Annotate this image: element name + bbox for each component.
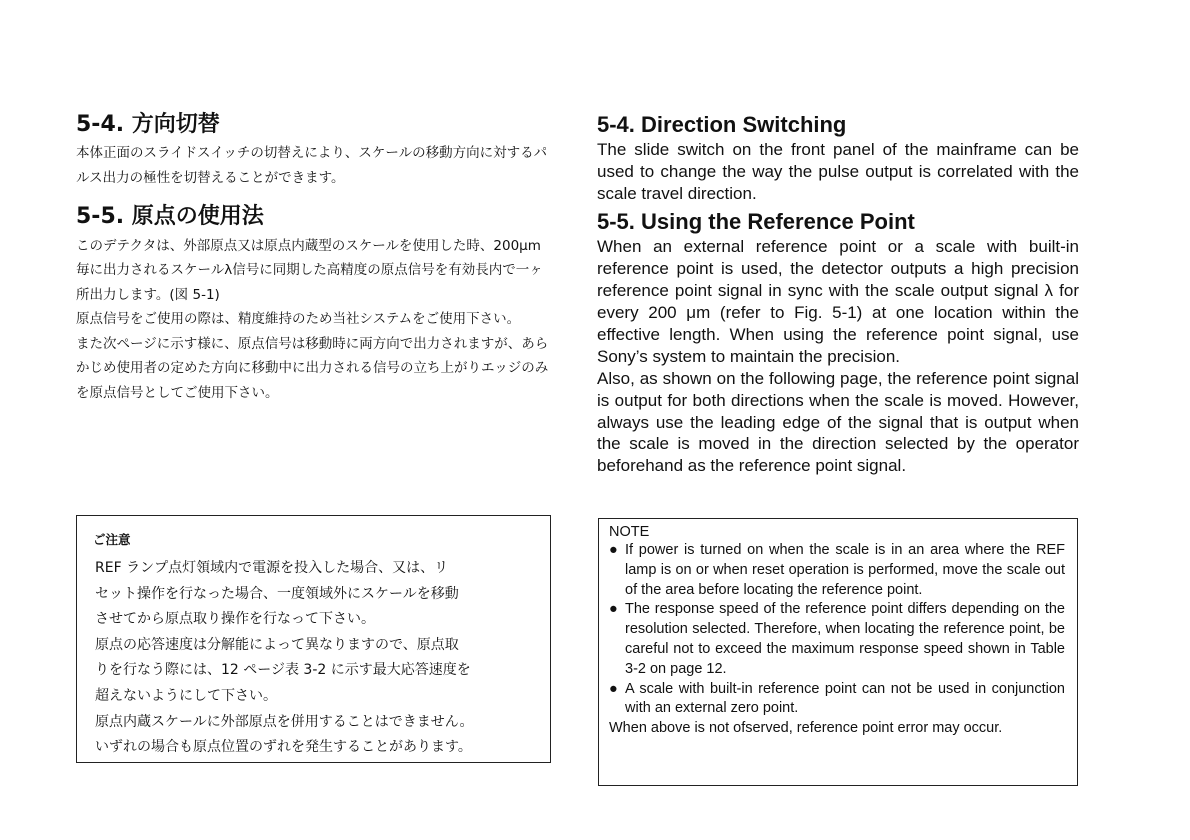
section-5-4-body-en: The slide switch on the front panel of the mainframe can be used to change the way the pulse output is correlated with the scale travel direction. [597, 140, 1079, 204]
bullet-icon: ● [609, 601, 618, 618]
note-item [609, 600, 1065, 679]
note-item [609, 680, 1065, 720]
section-5-5-body-jp: このデテクタは、外部原点又は原点内蔵型のスケールを使用した時、200μm 毎に出力されるスケールλ信号に同期した高精度の原点信号を有効長内で一ヶ所出力します。(図 5-1) 原点信号をご使用の際は、精度維持のため当社システムをご使用下さい。 また次ページに示す様に、原点信号は移動時に両方向で出力されますが、あらかじめ使用者の定めた方向に移動中に出力される信号の立ち上がりエッジのみを原点信号としてご使用下さい。 [76, 237, 549, 401]
caution-line: 超えないようにして下さい。 [95, 687, 277, 704]
note-item-text: The response speed of the reference point differs depending on the resolution selected. Therefore, when locating the reference point, be careful not to exceed the maximum response speed shown in Table 3-2 on page 12. [625, 601, 1065, 677]
note-item [609, 541, 1065, 600]
caution-line: 原点内蔵スケールに外部原点を併用することはできません。 [95, 713, 474, 730]
section-5-4-body-jp: 本体正面のスライドスイッチの切替えにより、スケールの移動方向に対するパルス出力の極性を切替えることができます。 [76, 145, 548, 186]
caution-box-jp [76, 515, 551, 763]
bullet-icon: ● [609, 680, 618, 697]
section-5-5-heading-en: 5-5. Using the Reference Point [597, 209, 915, 235]
caution-line: REF ランプ点灯領域内で電源を投入した場合、又は、リ [95, 560, 449, 576]
english-column [597, 112, 1079, 477]
section-5-4-heading-en: 5-4. Direction Switching [597, 112, 847, 137]
section-5-5-body-en: When an external reference point or a scale with built-in reference point is used, the detector outputs a high precision reference point signal in sync with the scale output signal λ for every 200 μm (refer to Fig. 5-1) at one location within the effective length. When using the reference point signal, use Sony’s system to maintain the precision. Also, as shown on the following page, the reference point signal is output for both directions when the scale is moved. However, always use the leading edge of the signal that is output when the scale is moved in the direction selected by the operator beforehand as the reference point signal. [597, 237, 1079, 476]
note-item-text: A scale with built-in reference point can not be used in conjunction with an external zero point. [625, 680, 1065, 717]
section-5-4-heading-jp: 5-4. 方向切替 [76, 112, 220, 137]
section-5-5-heading-jp: 5-5. 原点の使用法 [76, 204, 264, 230]
caution-title-jp: ご注意 [93, 532, 131, 547]
note-item-text: If power is turned on when the scale is in an area where the REF lamp is on or when reset operation is performed, move the scale out of the area before locating the reference point. [625, 542, 1065, 598]
caution-line: させてから原点取り操作を行なって下さい。 [95, 611, 375, 628]
note-footer-en: When above is not ofserved, reference point error may occur. [609, 720, 1003, 737]
bullet-icon: ● [609, 542, 618, 558]
caution-line: セット操作を行なった場合、一度領域外にスケールを移動 [95, 585, 459, 602]
caution-line: いずれの場合も原点位置のずれを発生することがあります。 [95, 739, 472, 756]
caution-line: 原点の応答速度は分解能によって異なりますので、原点取 [95, 636, 459, 653]
note-box-en [598, 518, 1078, 786]
japanese-column [76, 112, 552, 405]
note-title-en: NOTE [609, 524, 650, 540]
caution-line: りを行なう際には、12 ページ表 3-2 に示す最大応答速度を [95, 662, 471, 679]
